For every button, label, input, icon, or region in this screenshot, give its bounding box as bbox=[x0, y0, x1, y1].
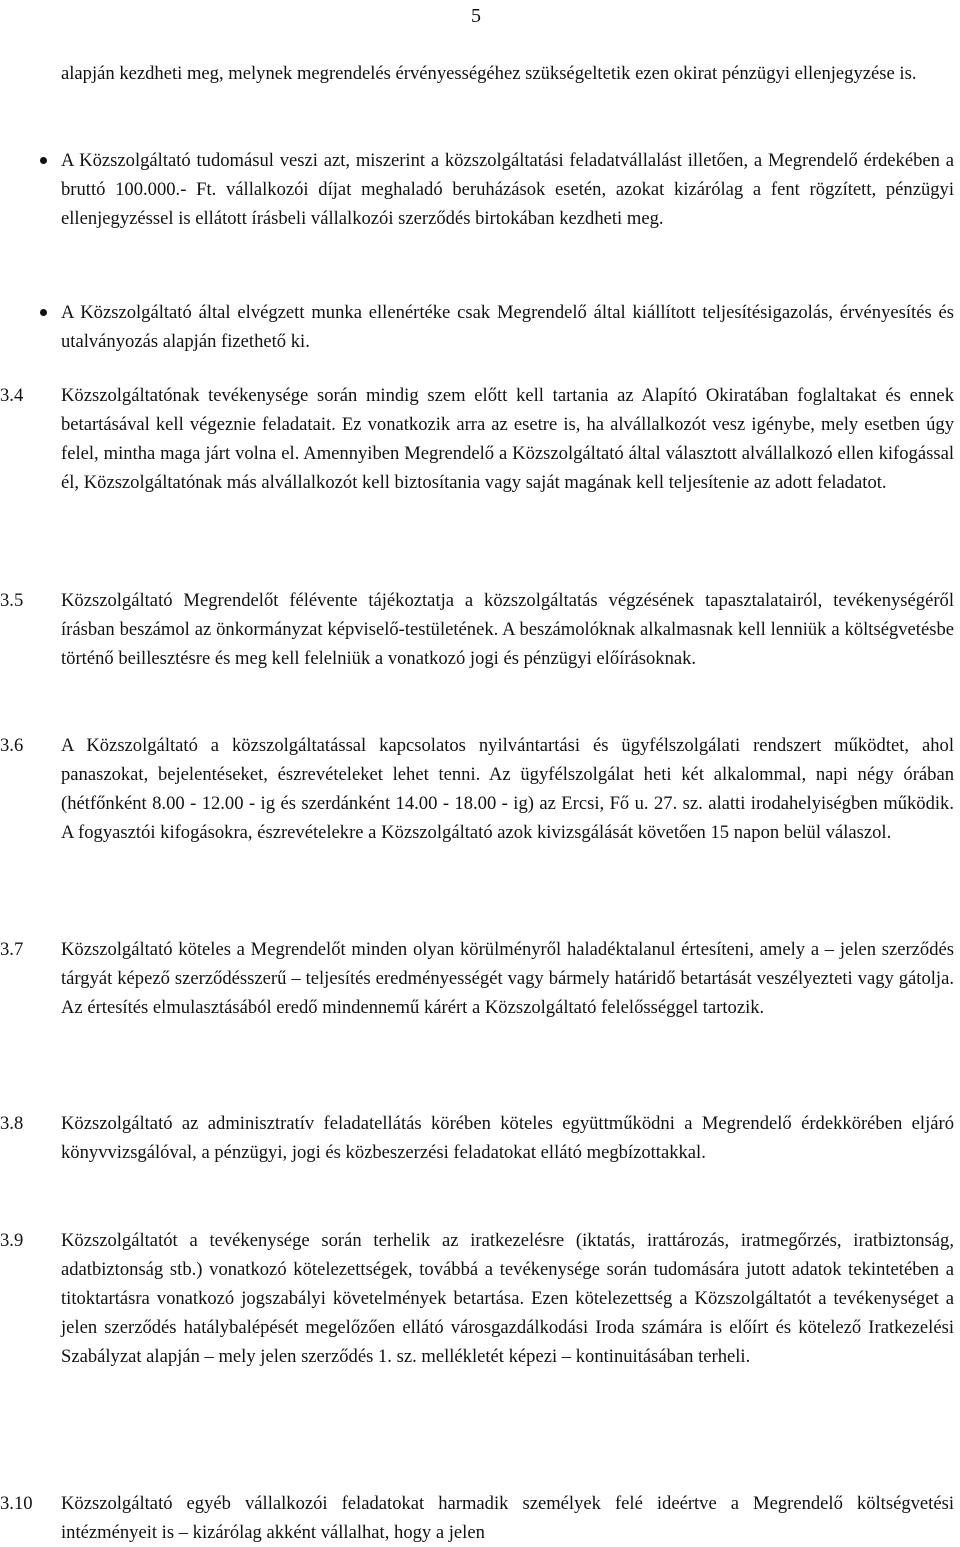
section-3-7 bbox=[0, 935, 954, 1022]
section-number: 3.9 bbox=[0, 1230, 24, 1251]
section-3-4 bbox=[0, 381, 954, 497]
section-text: Közszolgáltatót a tevékenysége során terhelik az iratkezelésre (iktatás, irattározás, iratmegőrzés, iratbiztonság, adatbiztonság stb.) vonatkozó kötelezettségek, továbbá a tevékenysége során tudomására jutott adatok tekintetében a titoktartásra vonatkozó jogszabályi követelmények betartása. Ezen kötelezettség a Közszolgáltatót a tevékenységet a jelen szerződés hatálybalépését megelőzően ellátó városgazdálkodási Iroda számára is előírt és kötelező Iratkezelési Szabályzat alapján – mely jelen szerződés 1. sz. mellékletét képezi – kontinuitásában terheli. bbox=[61, 1230, 954, 1367]
section-text: Közszolgáltatónak tevékenysége során mindig szem előtt kell tartania az Alapító Okiratában foglaltakat és ennek betartásával kell végeznie feladatait. Ez vonatkozik arra az esetre is, ha alvállalkozót vesz igénybe, mely esetben úgy felel, mintha maga járt volna el. Amennyiben Megrendelő a Közszolgáltató által választott alvállalkozó ellen kifogással él, Közszolgáltatónak más alvállalkozót kell biztosítania vagy saját magának kell teljesítenie az adott feladatot. bbox=[61, 385, 954, 493]
list-item bbox=[61, 298, 954, 356]
section-3-10 bbox=[0, 1489, 954, 1547]
section-number: 3.10 bbox=[0, 1493, 33, 1514]
section-number: 3.4 bbox=[0, 385, 24, 406]
section-text: Közszolgáltató egyéb vállalkozói feladatokat harmadik személyek felé ideértve a Megrendelő költségvetési intézményeit is – kizárólag akként vállalhat, hogy a jelen bbox=[61, 1493, 954, 1543]
section-number: 3.5 bbox=[0, 590, 24, 611]
section-text: Közszolgáltató köteles a Megrendelőt minden olyan körülményről haladéktalanul értesíteni, amely a – jelen szerződés tárgyát képező szerződésszerű – teljesítés eredményességét vagy bármely határidő betartását veszélyezteti vagy gátolja. Az értesítés elmulasztásából eredő mindennemű kárért a Közszolgáltató felelősséggel tartozik. bbox=[61, 939, 954, 1018]
section-3-6 bbox=[0, 731, 954, 847]
section-3-8 bbox=[0, 1109, 954, 1167]
section-text: A Közszolgáltató a közszolgáltatással kapcsolatos nyilvántartási és ügyfélszolgálati rendszert működtet, ahol panaszokat, bejelentéseket, észrevételeket lehet tenni. Az ügyfélszolgálat heti két alkalommal, napi négy órában (hétfőnként 8.00 - 12.00 - ig és szerdánként 14.00 - 18.00 - ig) az Ercsi, Fő u. 27. sz. alatti irodahelyiségben működik. A fogyasztói kifogásokra, észrevételekre a Közszolgáltató azok kivizsgálását követően 15 napon belül válaszol. bbox=[61, 735, 954, 843]
page-number: 5 bbox=[471, 5, 481, 27]
list-item bbox=[61, 146, 954, 233]
intro-paragraph: alapján kezdheti meg, melynek megrendelés érvényességéhez szükségeltetik ezen okirat pénzügyi ellenjegyzése is. bbox=[61, 63, 917, 84]
bullet-icon bbox=[40, 157, 47, 164]
section-text: Közszolgáltató az adminisztratív feladatellátás körében köteles együttműködni a Megrendelő érdekkörében eljáró könyvvizsgálóval, a pénzügyi, jogi és közbeszerzési feladatokat ellátó megbízottakkal. bbox=[61, 1113, 954, 1163]
section-3-9 bbox=[0, 1226, 954, 1371]
list-item-text: A Közszolgáltató tudomásul veszi azt, miszerint a közszolgáltatási feladatvállalást illetően, a Megrendelő érdekében a bruttó 100.000.- Ft. vállalkozói díjat meghaladó beruházások esetén, azokat kizárólag a fent rögzített, pénzügyi ellenjegyzéssel is ellátott írásbeli vállalkozói szerződés birtokában kezdheti meg. bbox=[61, 150, 954, 229]
section-3-5 bbox=[0, 586, 954, 673]
section-number: 3.6 bbox=[0, 735, 24, 756]
list-item-text: A Közszolgáltató által elvégzett munka ellenértéke csak Megrendelő által kiállított teljesítésigazolás, érvényesítés és utalványozás alapján fizethető ki. bbox=[61, 302, 954, 352]
section-number: 3.8 bbox=[0, 1113, 24, 1134]
bullet-icon bbox=[40, 309, 47, 316]
section-text: Közszolgáltató Megrendelőt félévente tájékoztatja a közszolgáltatás végzésének tapasztalatairól, tevékenységéről írásban beszámol az önkormányzat képviselő-testületének. A beszámolóknak alkalmasnak kell lenniük a költségvetésbe történő beillesztésre és meg kell felelniük a vonatkozó jogi és pénzügyi előírásoknak. bbox=[61, 590, 954, 669]
section-number: 3.7 bbox=[0, 939, 24, 960]
